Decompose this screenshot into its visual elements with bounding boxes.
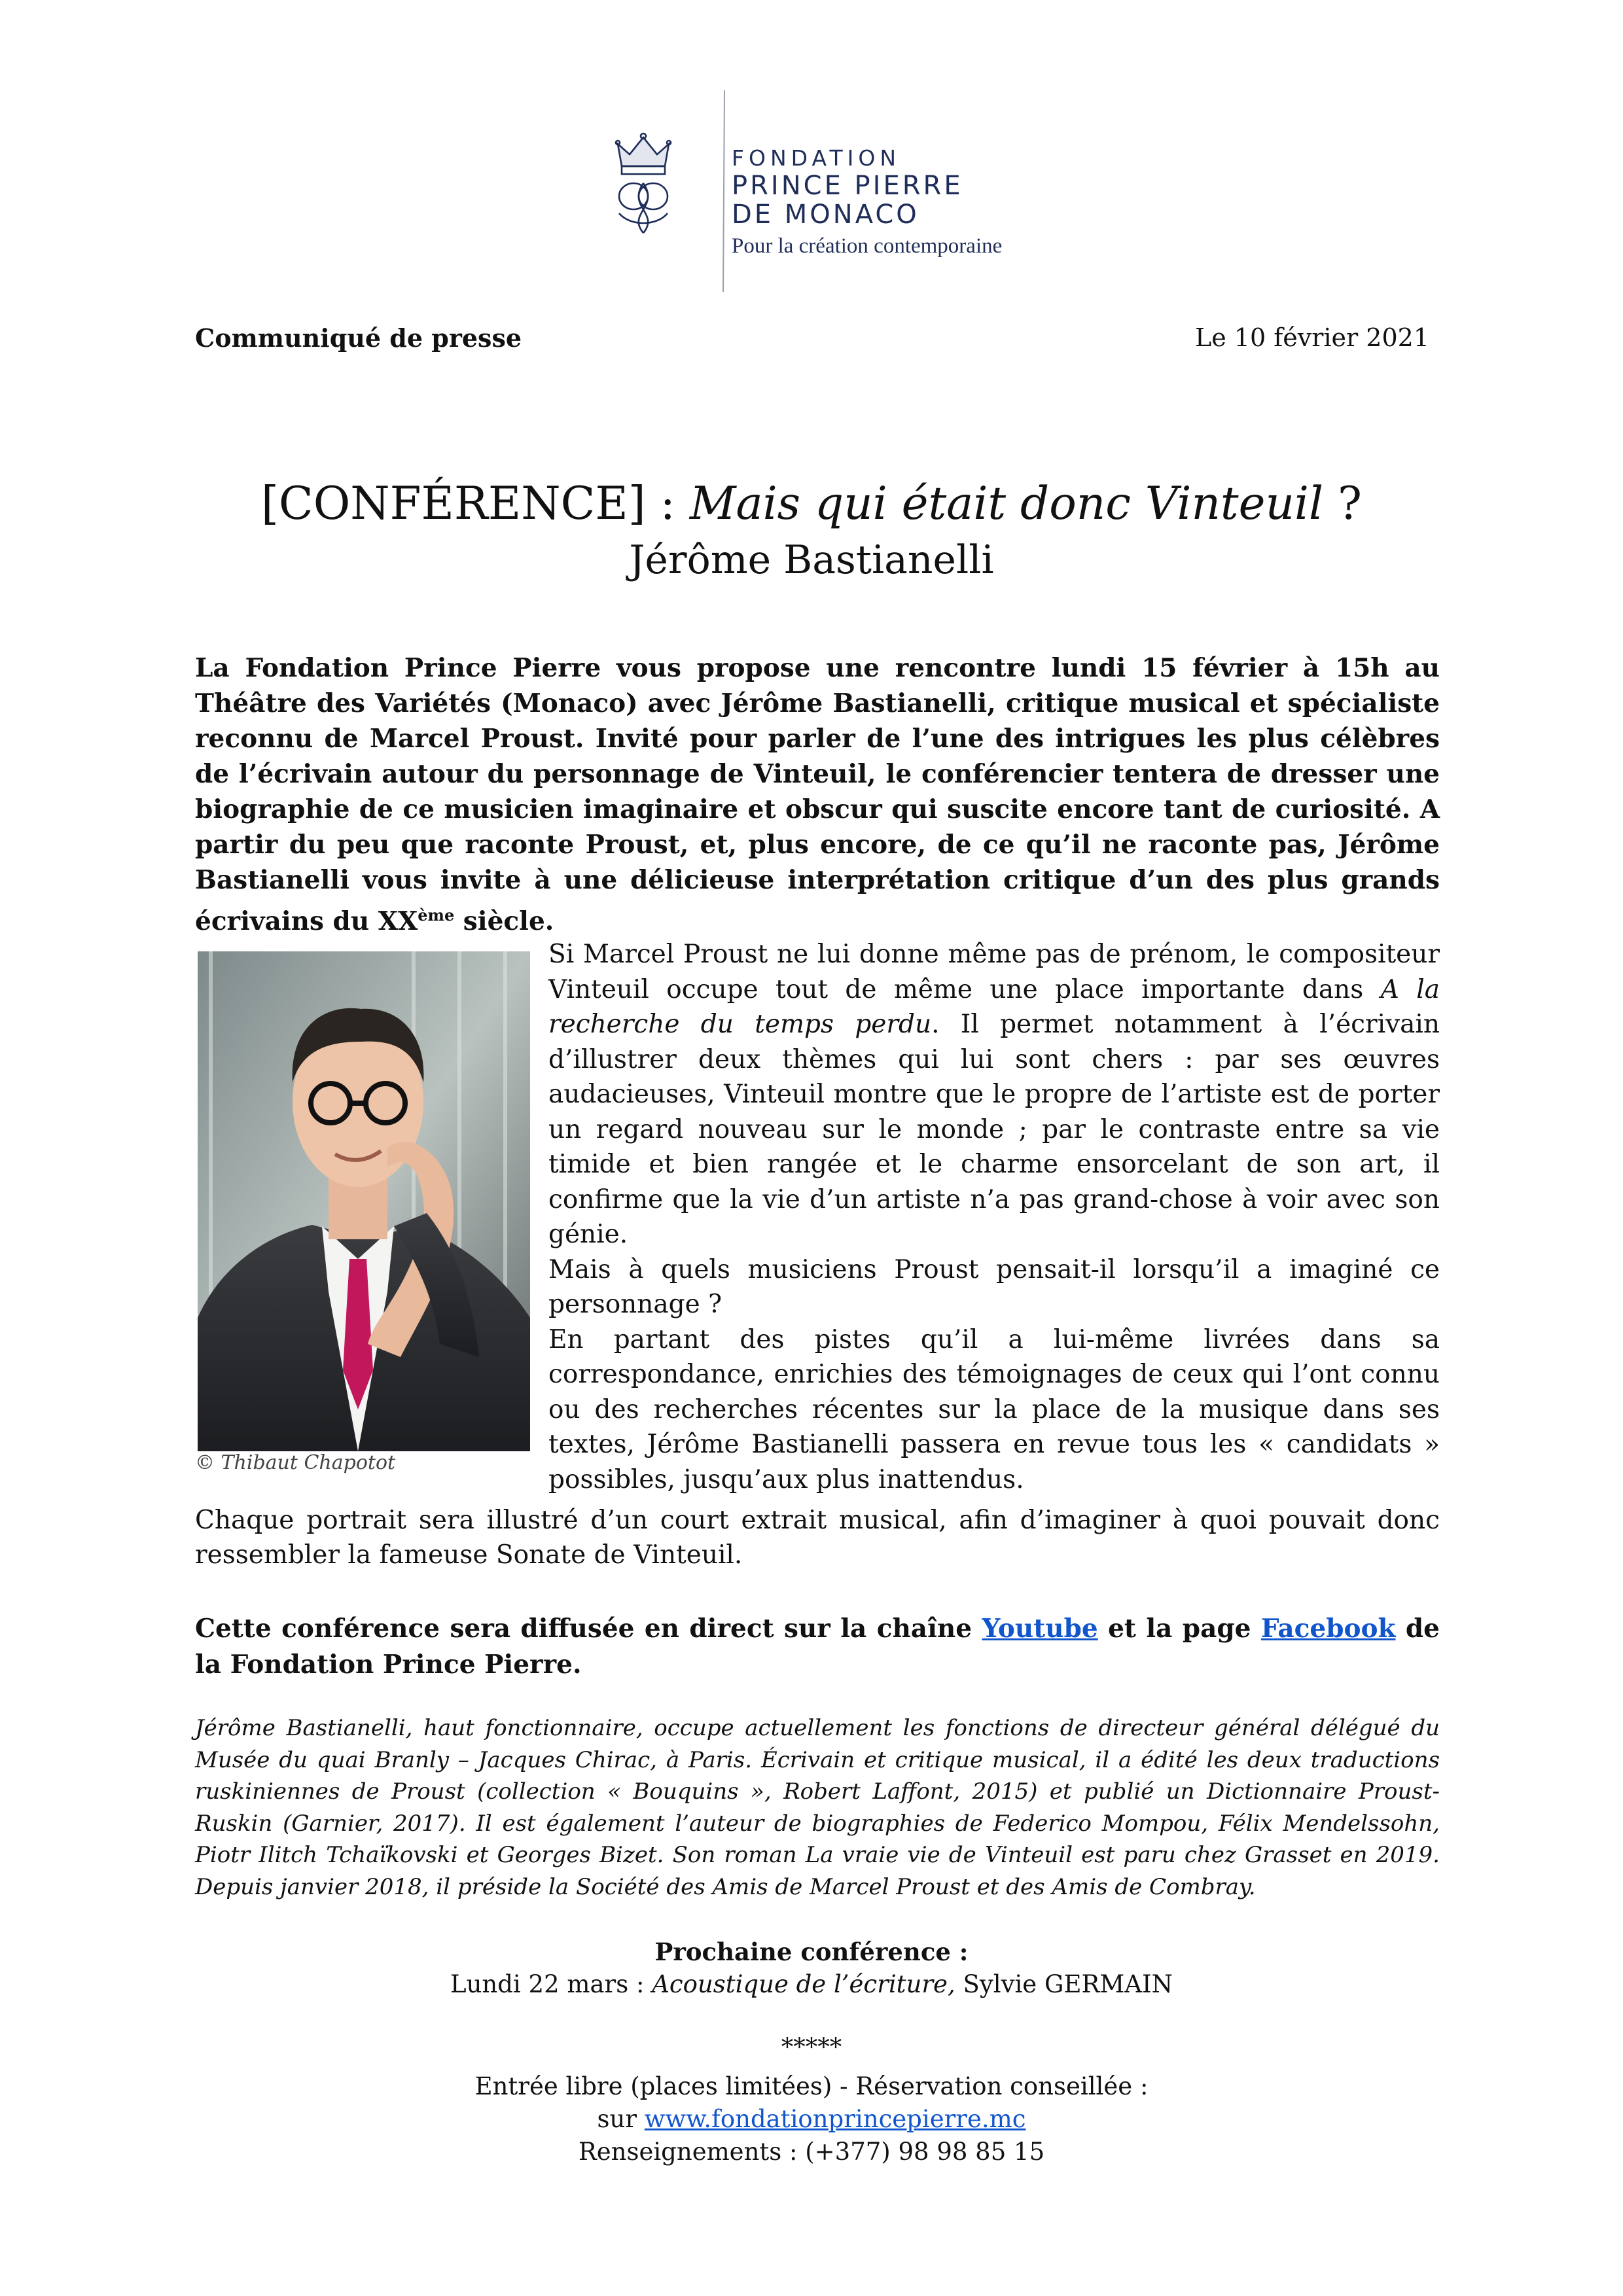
next-date: Lundi 22 mars : bbox=[450, 1970, 652, 1998]
next-work: Acoustique de l’écriture, bbox=[652, 1970, 955, 1998]
body-paragraph: Mais à quels musiciens Proust pensait-il lorsqu’il a imaginé ce personnage ? bbox=[548, 1254, 1440, 1319]
press-release-label: Communiqué de presse bbox=[195, 323, 522, 353]
wordmark-line-2: PRINCE PIERRE bbox=[732, 171, 963, 201]
broadcast-notice bbox=[195, 1611, 1440, 1683]
wordmark-line-1: FONDATION bbox=[732, 145, 901, 171]
lead-superscript: ème bbox=[418, 906, 455, 925]
body-column bbox=[548, 937, 1440, 1497]
contact-line: Renseignements : (+377) 98 98 85 15 bbox=[578, 2138, 1045, 2166]
next-conference-info bbox=[0, 1968, 1623, 2001]
next-conference-title: Prochaine conférence : bbox=[654, 1937, 969, 1966]
body-paragraph: Chaque portrait sera illustré d’un court extrait musical, afin d’imaginer à quoi pouvait donc ressembler la fameuse Sonate de Vinteuil. bbox=[195, 1506, 1440, 1570]
paragraph-text: . Il permet notamment à l’écrivain d’illustrer deux thèmes qui lui sont chers : par ses œuvres audacieuses, Vinteuil montre que le propre de l’artiste est de porter un regard nouveau sur le monde ; par le contraste entre sa vie timide et bien rangée et le charme ensorcelant de son art, il confirme que la vie d’un artiste n’a pas grand-chose à voir avec son génie. bbox=[548, 1010, 1440, 1249]
website-prefix: sur bbox=[597, 2105, 645, 2133]
broadcast-text: Cette conférence sera diffusée en direct sur la chaîne bbox=[195, 1614, 982, 1644]
website-line bbox=[0, 2103, 1623, 2136]
body-paragraph bbox=[548, 937, 1440, 1252]
next-author: Sylvie GERMAIN bbox=[955, 1970, 1173, 1998]
entry-line: Entrée libre (places limitées) - Réservation conseillée : bbox=[474, 2072, 1149, 2100]
website-link[interactable]: www.fondationprincepierre.mc bbox=[644, 2105, 1026, 2133]
youtube-link[interactable]: Youtube bbox=[982, 1614, 1098, 1644]
speaker-portrait-photo bbox=[198, 951, 530, 1451]
crown-monogram-logo-icon bbox=[607, 128, 679, 239]
page-title bbox=[0, 475, 1623, 533]
book-title: A la recherche du temps perdu bbox=[548, 974, 1440, 1039]
speaker-name: Jérôme Bastianelli bbox=[629, 537, 994, 583]
photo-credit: © Thibaut Chapotot bbox=[195, 1451, 396, 1474]
lead-end: siècle. bbox=[454, 906, 554, 936]
separator-stars: ***** bbox=[781, 2033, 842, 2061]
wordmark-line-3: DE MONACO bbox=[732, 200, 919, 230]
body-paragraph: En partant des pistes qu’il a lui-même livrées dans sa correspondance, enrichies des témoignages de ceux qui l’ont connu ou des recherches récentes sur la place de la musique dans ses textes, Jérôme Bastianelli passera en revue tous les « candidats » possibles, jusqu’aux plus inattendus. bbox=[548, 1324, 1440, 1494]
logo-divider bbox=[722, 90, 725, 292]
footer-info bbox=[0, 2070, 1623, 2168]
release-date: Le 10 février 2021 bbox=[1194, 323, 1429, 352]
speaker-bio: Jérôme Bastianelli, haut fonctionnaire, occupe actuellement les fonctions de directeur général délégué du Musée du quai Branly – Jacques Chirac, à Paris. Écrivain et critique musical, il a édité les deux traductions ruskiniennes de Proust (collection « Bouquins », Robert Laffont, 2015) et publié un Dictionnaire Proust-Ruskin (Garnier, 2017). Il est également l’auteur de biographies de Federico Mompou, Félix Mendelssohn, Piotr Ilitch Tchaïkovski et Georges Bizet. Son roman La vraie vie de Vinteuil est paru chez Grasset en 2019. Depuis janvier 2018, il préside la Société des Amis de Marcel Proust et des Amis de Combray. bbox=[195, 1715, 1440, 1900]
wordmark-tagline: Pour la création contemporaine bbox=[732, 234, 1003, 258]
lead-text: La Fondation Prince Pierre vous propose une rencontre lundi 15 février à 15h au Théâtre des Variétés (Monaco) avec Jérôme Bastianelli, critique musical et spécialiste reconnu de Marcel Proust. Invité pour parler de l’une des intrigues les plus célèbres de l’écrivain autour du personnage de Vinteuil, le conférencier tentera de dresser une biographie de ce musicien imaginaire et obscur qui suscite encore tant de curiosité. A partir du peu que raconte Proust, et, plus encore, de ce qu’il ne raconte pas, Jérôme Bastianelli vous invite à une délicieuse interprétation critique d’un des plus grands écrivains du XX bbox=[195, 653, 1440, 936]
broadcast-text: de la Fondation Prince Pierre. bbox=[195, 1614, 1440, 1680]
lead-paragraph bbox=[195, 650, 1440, 939]
paragraph-text: Si Marcel Proust ne lui donne même pas de prénom, le compositeur Vinteuil occupe tout de même une place importante dans bbox=[548, 940, 1440, 1004]
title-italic: Mais qui était donc Vinteuil bbox=[689, 478, 1324, 530]
facebook-link[interactable]: Facebook bbox=[1260, 1614, 1396, 1644]
title-suffix: ? bbox=[1323, 478, 1362, 530]
broadcast-text: et la page bbox=[1097, 1614, 1261, 1644]
foundation-wordmark bbox=[732, 145, 1002, 262]
title-prefix: [CONFÉRENCE] : bbox=[261, 478, 690, 530]
